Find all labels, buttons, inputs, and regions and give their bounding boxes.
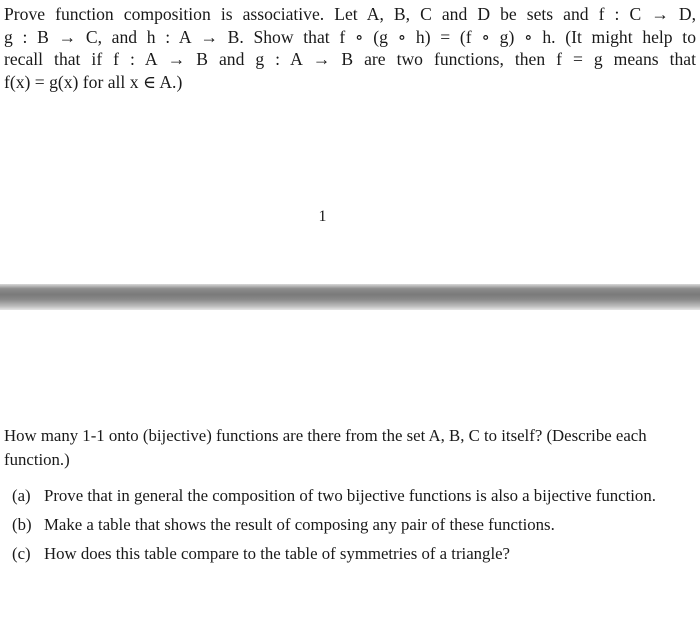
page-separator [0, 284, 700, 310]
part-text: How does this table compare to the table of symmetries of a triangle? [44, 544, 510, 563]
page-number: 1 [318, 208, 327, 225]
page-top [0, 0, 700, 284]
part-c [12, 542, 694, 566]
problem-1-line: Prove function composition is associative. Let A, B, C and D be sets and f : C → D, [4, 4, 696, 24]
part-label: (a) [12, 486, 31, 505]
part-b [12, 513, 694, 537]
part-text: Make a table that shows the result of composing any pair of these functions. [44, 515, 555, 534]
problem-1-line: recall that if f : A → B and g : A → B are two functions, then f = g means that [4, 49, 696, 69]
problem-2-parts [12, 484, 694, 566]
problem-1-statement [4, 3, 696, 93]
problem-1-line: g : B → C, and h : A → B. Show that f ∘ (g ∘ h) = (f ∘ g) ∘ h. (It might help to [4, 26, 696, 47]
part-label: (b) [12, 515, 32, 534]
part-label: (c) [12, 544, 31, 563]
problem-2-question: How many 1-1 onto (bijective) functions are there from the set A, B, C to itself? (Describe each function.) [4, 426, 647, 469]
part-a [12, 484, 694, 508]
problem-1-line: f(x) = g(x) for all x ∈ A.) [4, 71, 183, 92]
part-text: Prove that in general the composition of two bijective functions is also a bijective function. [44, 486, 656, 505]
